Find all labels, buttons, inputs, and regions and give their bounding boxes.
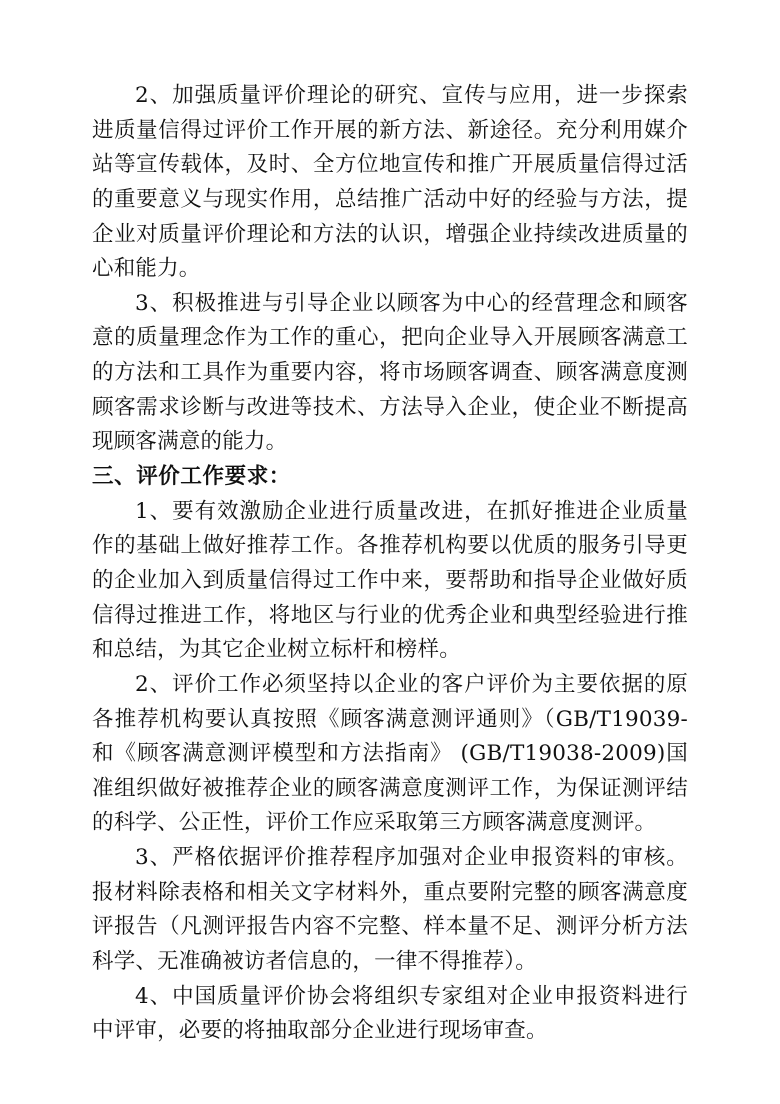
paragraph-line: 中评审，必要的将抽取部分企业进行现场审查。 <box>92 1018 548 1044</box>
paragraph-line: 心和能力。 <box>92 256 201 282</box>
paragraph-line: 和《顾客满意测评模型和方法指南》 (GB/T19038-2009)国 <box>92 741 688 767</box>
paragraph-line: 的方法和工具作为重要内容，将市场顾客调查、顾客满意度测 <box>92 360 688 386</box>
paragraph-line: 科学、无准确被访者信息的，一律不得推荐）。 <box>92 949 537 975</box>
paragraph-line: 3、严格依据评价推荐程序加强对企业申报资料的审核。 <box>135 845 688 871</box>
paragraph-line: 和总结，为其它企业树立标杆和榜样。 <box>92 637 461 663</box>
paragraph-line: 的科学、公正性，评价工作应采取第三方顾客满意度测评。 <box>92 810 657 836</box>
paragraph-line: 站等宣传载体，及时、全方位地宣传和推广开展质量信得过活 <box>92 152 688 178</box>
paragraph-line: 准组织做好被推荐企业的顾客满意度测评工作，为保证测评结 <box>92 775 688 801</box>
document-text <box>92 79 688 1049</box>
paragraph-line: 进质量信得过评价工作开展的新方法、新途径。充分利用媒介 <box>92 117 688 143</box>
section-heading: 三、评价工作要求： <box>92 464 291 490</box>
paragraph-line: 的企业加入到质量信得过工作中来，要帮助和指导企业做好质 <box>92 567 688 593</box>
paragraph-line: 1、要有效激励企业进行质量改进，在抓好推进企业质量 <box>135 498 688 524</box>
paragraph-line: 顾客需求诊断与改进等技术、方法导入企业，使企业不断提高 <box>92 394 688 420</box>
paragraph-line: 现顾客满意的能力。 <box>92 429 288 455</box>
paragraph-line: 评报告（凡测评报告内容不完整、样本量不足、测评分析方法 <box>92 914 688 940</box>
paragraph-line: 3、积极推进与引导企业以顾客为中心的经营理念和顾客 <box>135 290 688 316</box>
paragraph-line: 报材料除表格和相关文字材料外，重点要附完整的顾客满意度 <box>92 879 688 905</box>
paragraph-line: 的重要意义与现实作用，总结推广活动中好的经验与方法，提 <box>92 186 688 212</box>
paragraph-line: 信得过推进工作，将地区与行业的优秀企业和典型经验进行推 <box>92 602 688 628</box>
paragraph-line: 2、评价工作必须坚持以企业的客户评价为主要依据的原 <box>135 671 688 697</box>
paragraph-line: 意的质量理念作为工作的重心，把向企业导入开展顾客满意工 <box>92 325 688 351</box>
paragraph-line: 4、中国质量评价协会将组织专家组对企业申报资料进行 <box>135 983 688 1009</box>
paragraph-line: 各推荐机构要认真按照《顾客满意测评通则》（GB/T19039- <box>92 706 688 732</box>
paragraph-line: 企业对质量评价理论和方法的认识，增强企业持续改进质量的 <box>92 221 688 247</box>
paragraph-line: 2、加强质量评价理论的研究、宣传与应用，进一步探索 <box>135 83 688 108</box>
paragraph-line: 作的基础上做好推荐工作。各推荐机构要以优质的服务引导更 <box>92 533 688 559</box>
